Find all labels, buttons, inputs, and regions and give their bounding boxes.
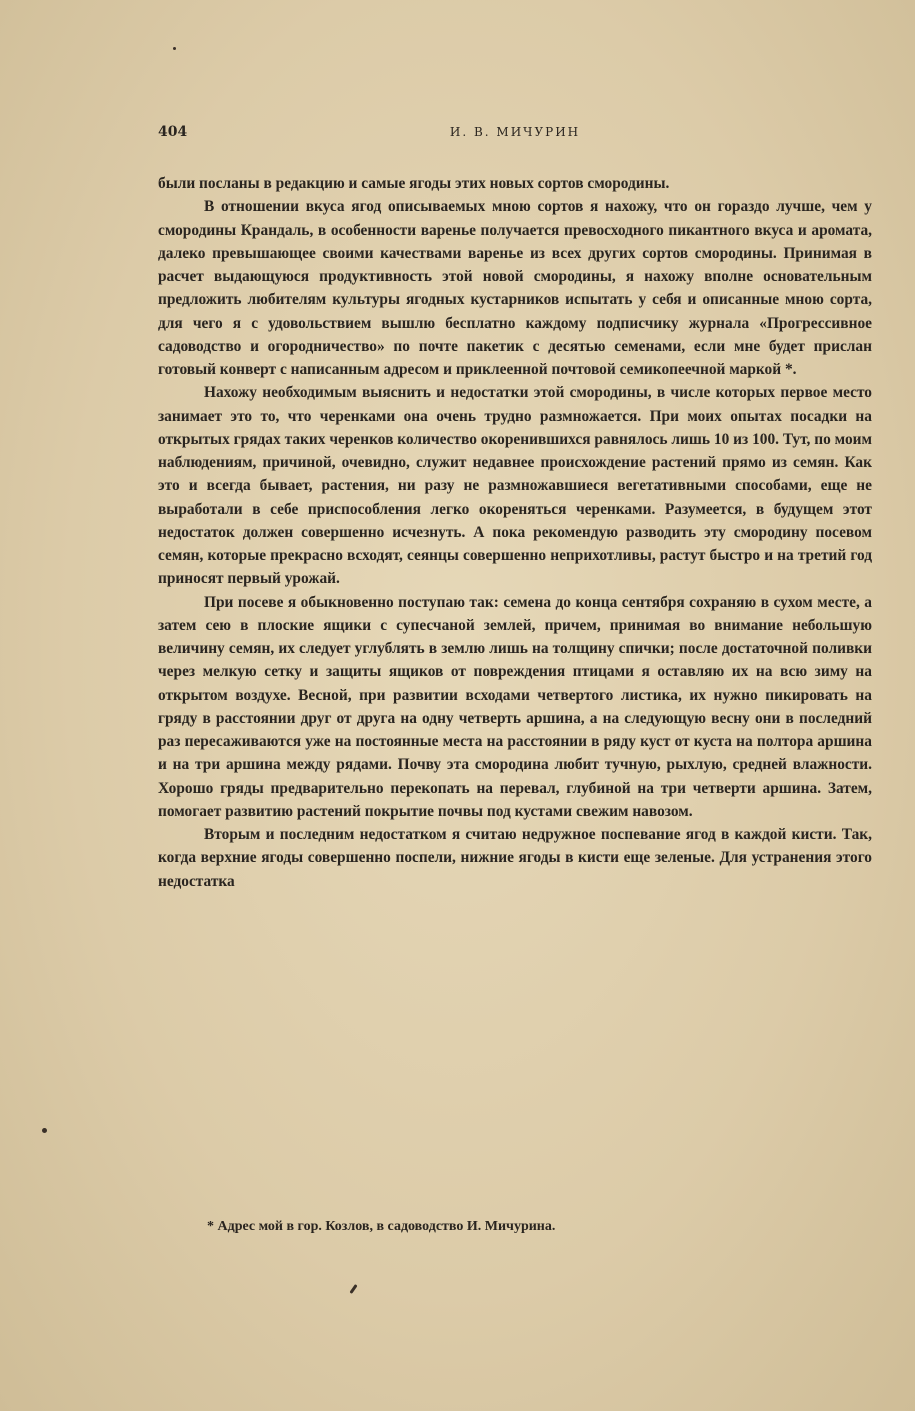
paragraph-5: Вторым и последним недостатком я считаю недружное поспевание ягод в каждой кисти. Так, когда верхние ягоды совершенно поспели, нижние ягоды в кисти еще зеленые. Для устранения этого недостатка [158,826,872,890]
ink-speck [349,1284,357,1294]
page-number: 404 [158,124,188,140]
ink-speck [173,47,176,50]
running-head: И. В. МИЧУРИН [449,125,581,139]
footnote: * Адрес мой в гор. Козлов, в садоводство И. Мичурина. [207,1219,556,1234]
paragraph-4: При посеве я обыкновенно поступаю так: семена до конца сентября сохраняю в сухом месте, а затем сею в плоские ящики с супесчаной землей, причем, принимая во внимание небольшую величину семян, их следует углублять в землю лишь на толщину спички; после достаточной поливки через мелкую сетку и защиты ящиков от повреждения птицами я оставляю их на всю зиму на открытом воздухе. Весной, при развитии всходами четвертого листика, их нужно пикировать на гряду в расстоянии друг от друга на одну четверть аршина, а на следующую весну они в последний раз пересаживаются уже на постоянные места на расстоянии в ряду куст от куста на полтора аршина и на три аршина между рядами. Почву эта смородина любит тучную, рыхлую, средней влажности. Хорошо гряды предварительно перекопать на перевал, глубиной на три четверти аршина. Затем, помогает развитию растений покрытие почвы под кустами свежим навозом. [158,593,872,820]
body-text [158,172,872,893]
paragraph-3: Нахожу необходимым выяснить и недостатки этой смородины, в числе которых первое место занимает это то, что черенками она очень трудно размножается. При моих опытах посадки на открытых грядах таких черенков количество окоренившихся равнялось лишь 10 из 100. Тут, по моим наблюдениям, причиной, очевидно, служит недавнее происхождение растений прямо из семян. Как это и всегда бывает, растения, ни разу не размножавшиеся вегетативными способами, еще не выработали в себе приспособления легко окореняться черенками. Разумеется, в будущем этот недостаток должен совершенно исчезнуть. А пока рекомендую разводить эту смородину посевом семян, которые прекрасно всходят, сеянцы совершенно неприхотливы, растут быстро и на третий год приносят первый урожай. [158,384,872,588]
paragraph-2: В отношении вкуса ягод описываемых мною сортов я нахожу, что он гораздо лучше, чем у смородины Крандаль, в особенности варенье получается превосходного пикантного вкуса и аромата, далеко превышающее своими качествами варенье из всех других сортов смородины. Принимая в расчет выдающуюся продуктивность этой новой смородины, я нахожу вполне основательным предложить любителям культуры ягодных кустарников испытать у себя и описанные мною сорта, для чего я с удовольствием вышлю бесплатно каждому подписчику журнала «Прогрессивное садоводство и огородничество» по почте пакетик с десятью семенами, если мне будет прислан готовый конверт с написанным адресом и приклеенной почтовой семикопеечной маркой *. [158,198,872,378]
paragraph-1: были посланы в редакцию и самые ягоды этих новых сортов смородины. [158,175,670,192]
page-header [158,124,872,144]
ink-speck [42,1128,47,1133]
